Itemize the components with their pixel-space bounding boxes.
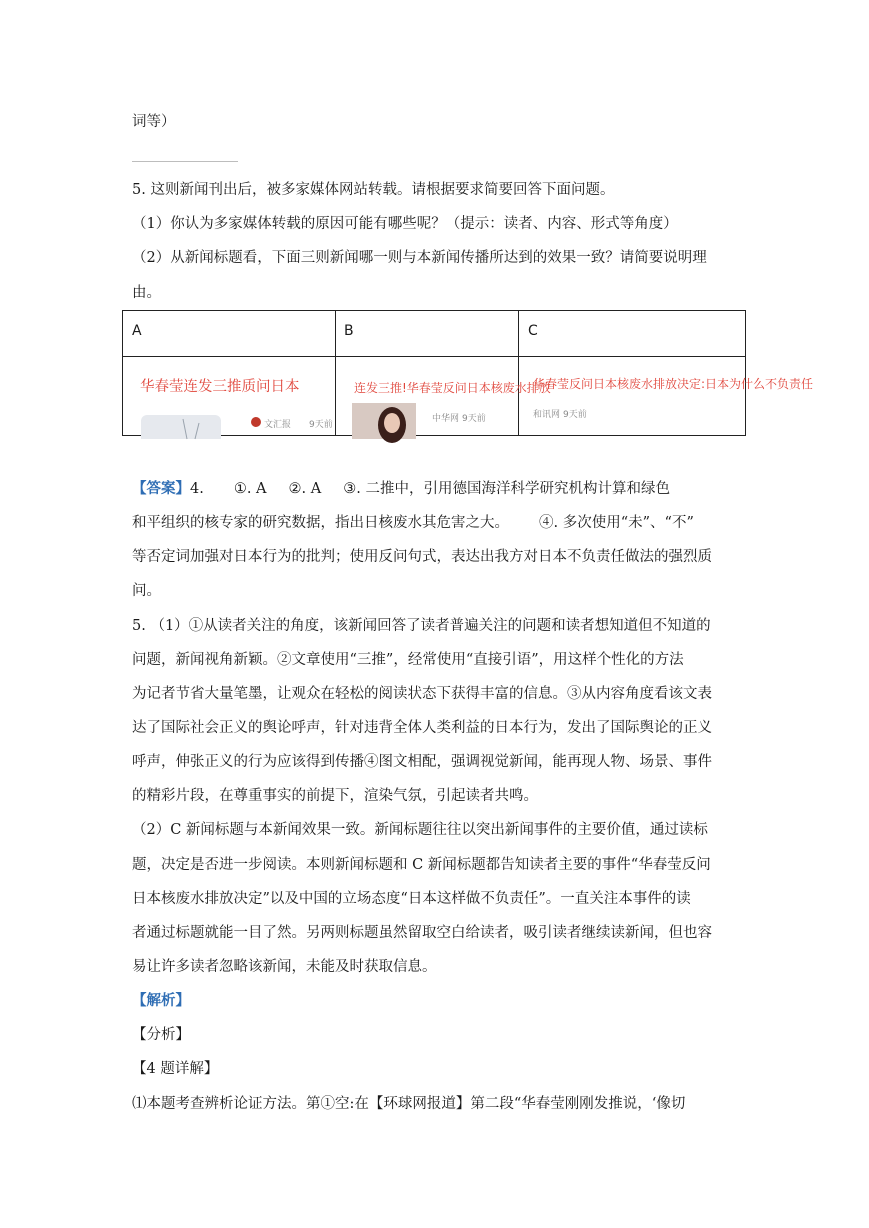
answer-5b-line-5: 易让许多读者忽略该新闻，未能及时获取信息。 [132,959,437,975]
answer-blank-1: ①. A [233,481,267,497]
answer-5b-line-1: （2）C 新闻标题与本新闻效果一致。新闻标题往往以突出新闻事件的主要价值，通过读标 [132,822,708,838]
analysis-label: 【解析】 [132,992,190,1009]
news-image-b [352,403,416,439]
news-time-c: 9天前 [563,410,587,420]
news-time-b: 9天前 [462,414,486,424]
news-thumbnail-a [124,357,334,435]
question-5: 5. 这则新闻刊出后，被多家媒体网站转载。请根据要求简要回答下面问题。 [132,182,615,198]
answer-line-3: 等否定词加强对日本行为的批判；使用反问句式，表达出我方对日本不负责任做法的强烈质 [132,549,712,565]
photo-icon [141,415,221,439]
question-5-part-2: （2）从新闻标题看，下面三则新闻哪一则与本新闻传播所达到的效果一致？请简要说明理 [132,250,707,266]
answer-5-line-2: 问题，新闻视角新颖。②文章使用“三推”，经常使用“直接引语”，用这样个性化的方法 [132,652,684,668]
answer-5-line-3: 为记者节省大量笔墨，让观众在轻松的阅读状态下获得丰富的信息。③从内容角度看该文表 [132,686,712,702]
answer-number: 4. [190,481,204,497]
answer-blank-4: ④. 多次使用“未”、“不” [539,515,694,531]
news-image-a [141,415,221,439]
header-a: A [132,323,142,339]
text-line: 词等） [132,114,176,130]
answer-5-line-6: 的精彩片段，在尊重事实的前提下，渲染气氛，引起读者共鸣。 [132,788,538,804]
header-c: C [528,323,538,339]
answer-5-line-1: 5. （1）①从读者关注的角度，该新闻回答了读者普遍关注的问题和读者想知道但不知道的 [132,618,711,634]
news-source-a: 文汇报 [264,420,292,430]
answer-line-4: 问。 [132,583,161,599]
answer-text: 和平组织的核专家的研究数据，指出日核废水其危害之大。 [132,515,509,531]
news-thumbnail-c [519,357,814,435]
news-table [122,310,814,436]
news-source-b: 中华网 [432,414,460,424]
answer-5b-line-3: 日本核废水排放决定”以及中国的立场态度“日本这样做不负责任”。一直关注本事件的读 [132,891,691,907]
news-headline-c: 华春莹反问日本核废水排放决定:日本为什么不负责任 [533,377,814,391]
analysis-heading: 【分析】 [132,1027,190,1043]
header-b: B [344,323,354,339]
answer-blank-2: ②. A [288,481,322,497]
source-logo-icon [251,417,261,427]
detail-line-1: ⑴本题考查辨析论证方法。第①空:在【环球网报道】第二段“华春莹刚刚发推说，‘像切 [132,1096,686,1112]
question-5-part-1: （1）你认为多家媒体转载的原因可能有哪些呢？（提示：读者、内容、形式等角度） [132,216,678,232]
news-source-c: 和讯网 [533,410,561,420]
question-5-part-2-cont: 由。 [132,285,161,301]
answer-line-1 [132,479,742,499]
answer-5-line-4: 达了国际社会正义的舆论呼声，针对违背全体人类利益的日本行为，发出了国际舆论的正义 [132,720,712,736]
answer-blank-3: ③. 二推中，引用德国海洋科学研究机构计算和绿色 [343,481,670,497]
news-time-a: 9天前 [309,420,333,430]
portrait-icon [352,403,416,439]
answer-label: 【答案】 [132,480,190,497]
answer-5-line-5: 呼声，伸张正义的行为应该得到传播④图文相配，强调视觉新闻，能再现人物、场景、事件 [132,754,712,770]
divider-line [132,161,238,162]
answer-line-2 [132,513,742,533]
detail-heading: 【4 题详解】 [132,1061,219,1077]
answer-5b-line-4: 者通过标题就能一目了然。另两则标题虽然留取空白给读者，吸引读者继续读新闻，但也容 [132,925,712,941]
news-headline-b: 连发三推!华春莹反问日本核废水排放 [354,381,551,395]
news-headline-a: 华春莹连发三推质问日本 [140,379,300,395]
answer-5b-line-2: 题，决定是否进一步阅读。本则新闻标题和 C 新闻标题都告知读者主要的事件“华春莹反问 [132,857,711,873]
